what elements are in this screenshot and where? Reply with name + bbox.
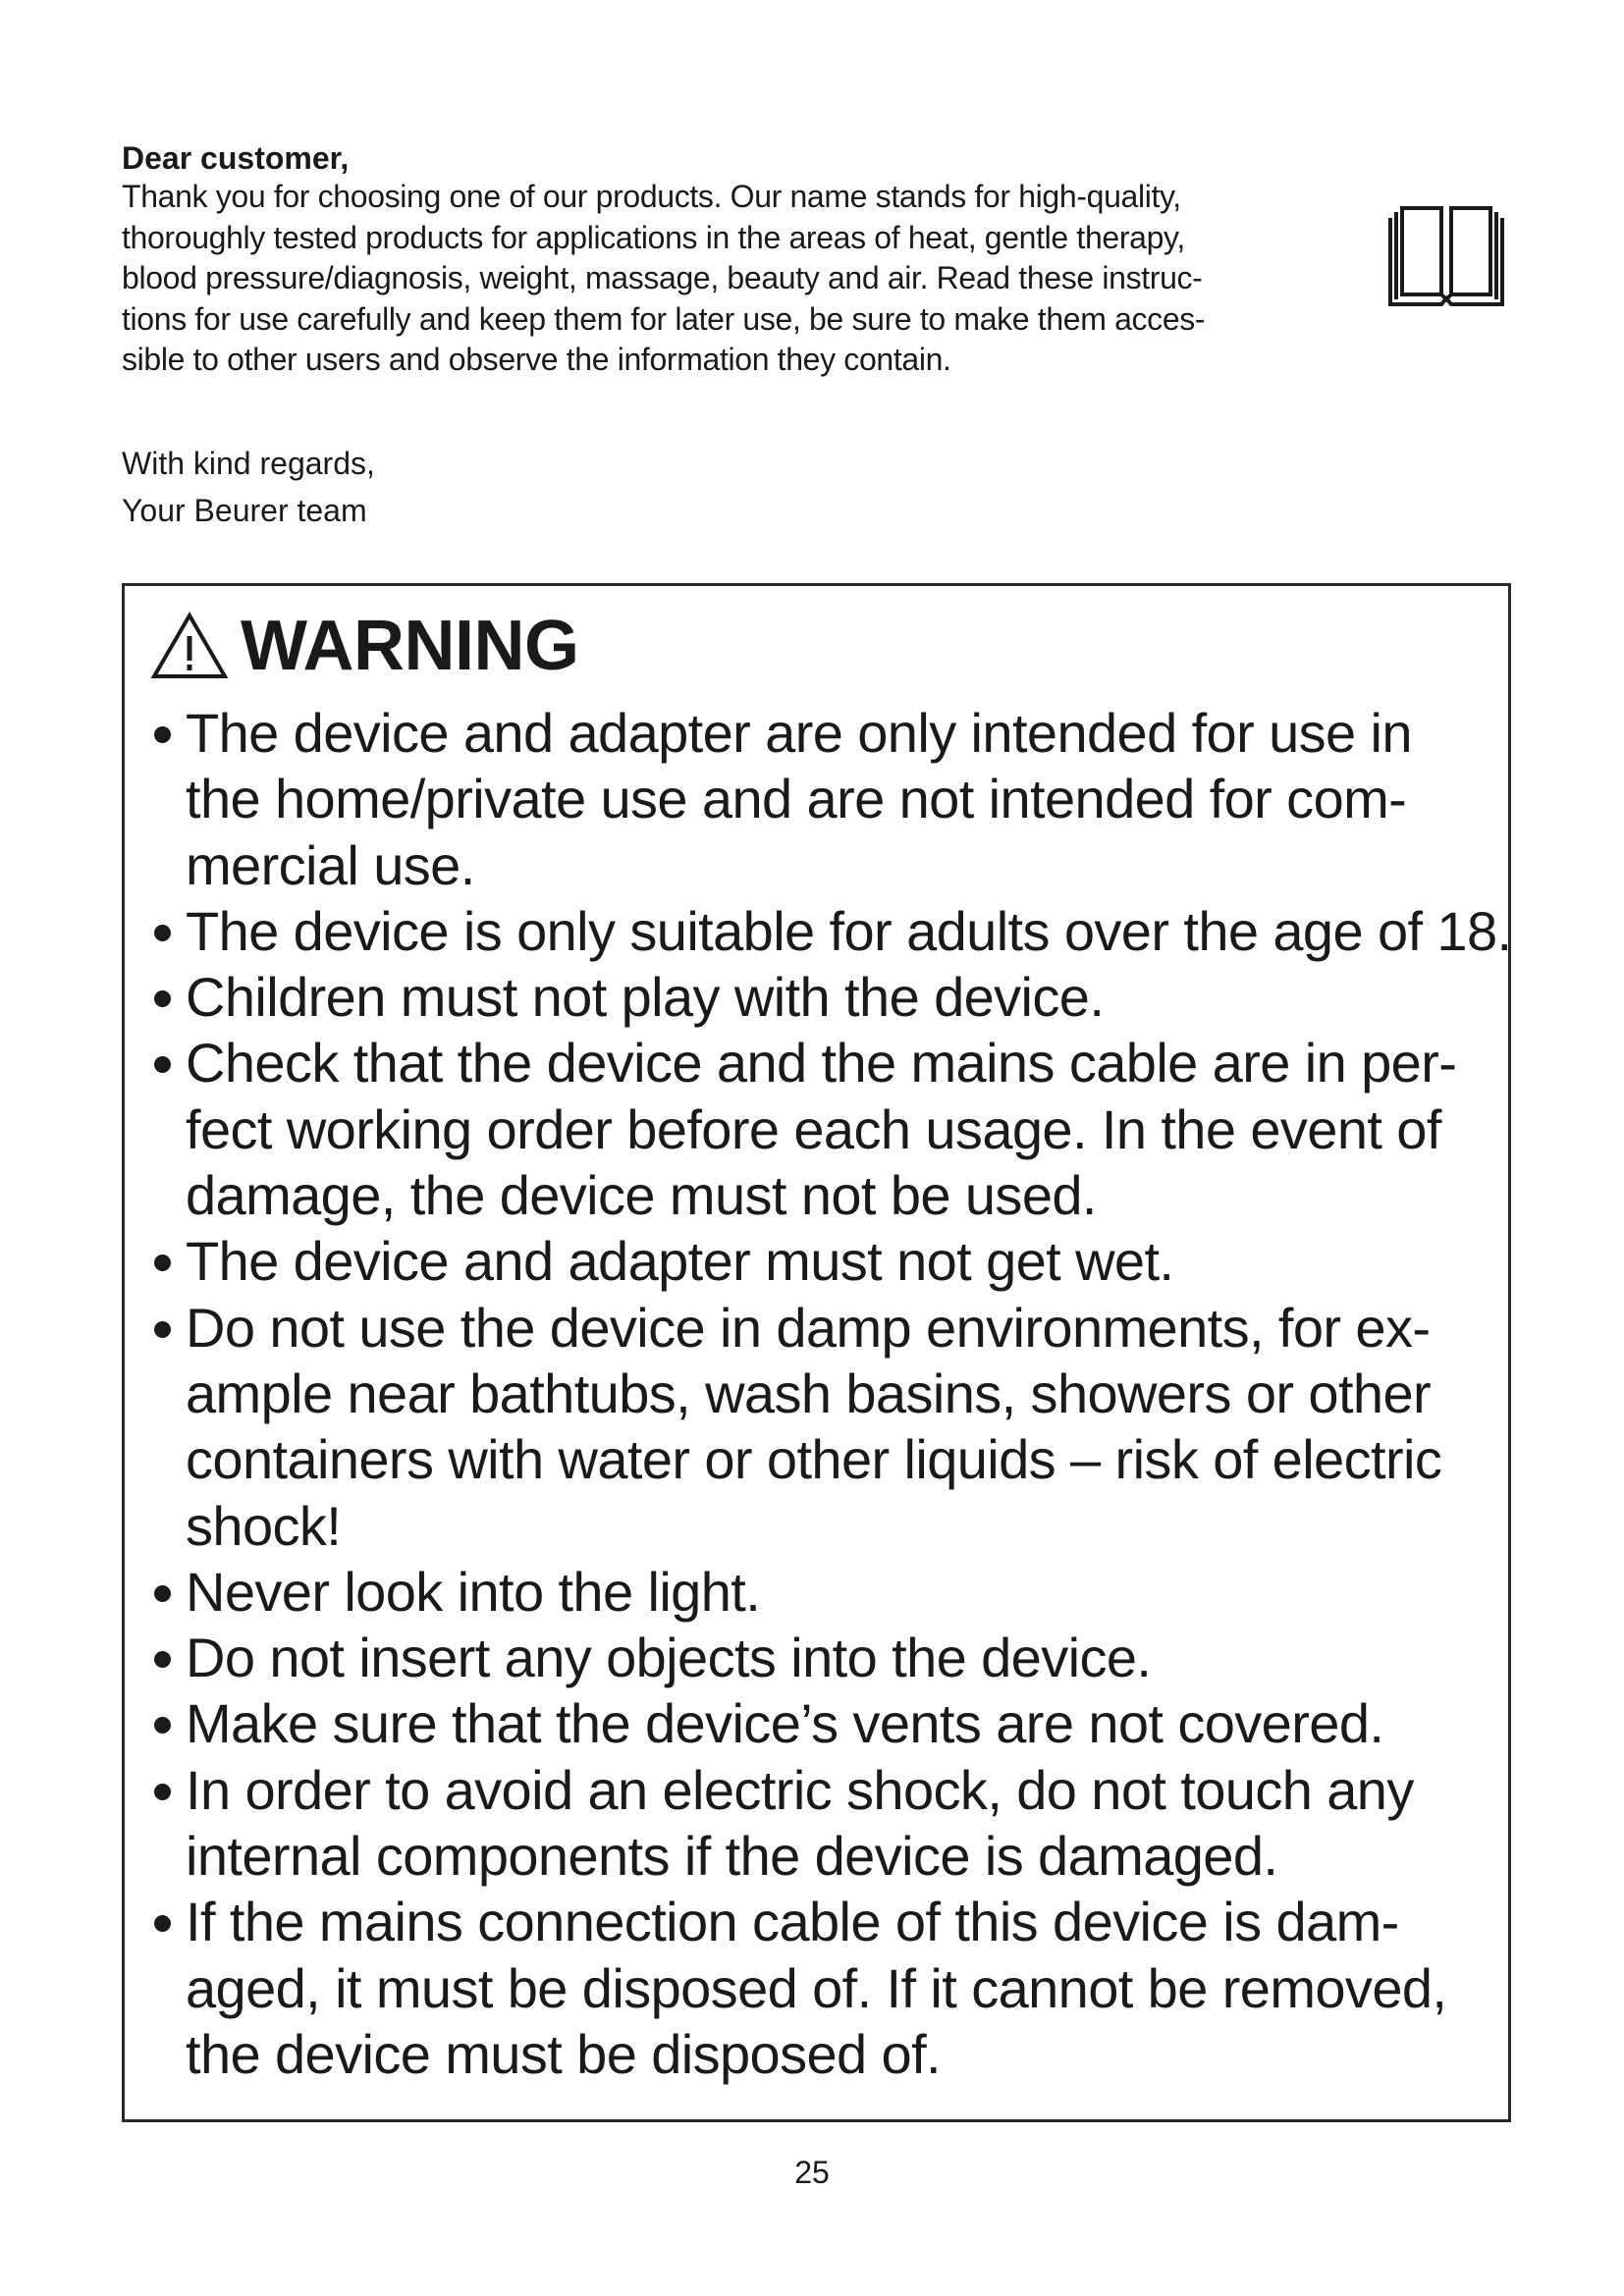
warning-item-line: Make sure that the device’s vents are not covered.: [186, 1692, 1384, 1755]
bullet-icon: [154, 1784, 171, 1800]
warning-item-line: If the mains connection cable of this device is dam-: [186, 1891, 1399, 1953]
warning-item-line: internal components if the device is damaged.: [186, 1825, 1278, 1888]
bullet-icon: [154, 925, 171, 941]
warning-item-line: damage, the device must not be used.: [186, 1164, 1097, 1227]
closing-section: [122, 440, 375, 534]
warning-item-line: The device and adapter are only intended for use in: [186, 702, 1412, 764]
warning-item-line: Do not insert any objects into the device.: [186, 1627, 1152, 1689]
bullet-icon: [154, 1585, 171, 1602]
bullet-icon: [154, 1321, 171, 1338]
warning-item-line: ample near bathtubs, wash basins, showers or other: [186, 1362, 1432, 1424]
warning-item: [150, 700, 1495, 898]
warning-list: [150, 700, 1512, 2087]
open-book-icon: [1377, 194, 1516, 312]
warning-item-line: containers with water or other liquids – risk of electric: [186, 1428, 1442, 1491]
bullet-icon: [154, 1651, 171, 1668]
warning-item-line: shock!: [186, 1494, 342, 1557]
bullet-icon: [154, 990, 171, 1007]
warning-title: WARNING: [241, 607, 579, 685]
warning-item: [150, 1228, 1495, 1294]
intro-line: blood pressure/diagnosis, weight, massage, beauty and air. Read these instruc-: [122, 260, 1203, 295]
warning-box: [122, 583, 1511, 2122]
intro-section: [122, 139, 1349, 381]
warning-item: [150, 1030, 1495, 1228]
warning-item: [150, 1295, 1495, 1559]
bullet-icon: [154, 1915, 171, 1932]
warning-item: [150, 898, 1512, 964]
warning-item: [150, 964, 1495, 1030]
warning-item-line: fect working order before each usage. In the event of: [186, 1097, 1441, 1160]
bullet-icon: [154, 1056, 171, 1073]
warning-item-line: In order to avoid an electric shock, do not touch any: [186, 1758, 1414, 1821]
warning-item-line: mercial use.: [186, 833, 475, 896]
signature-text: Your Beurer team: [122, 493, 367, 528]
warning-item-line: The device is only suitable for adults over the age of 18.: [186, 899, 1512, 962]
intro-line: sible to other users and observe the information they contain.: [122, 342, 951, 377]
intro-line: thoroughly tested products for applications in the areas of heat, gentle therapy,: [122, 219, 1185, 255]
warning-item-line: Children must not play with the device.: [186, 966, 1105, 1029]
warning-triangle-icon: [150, 611, 229, 681]
intro-line: Thank you for choosing one of our products. Our name stands for high-quality,: [122, 179, 1181, 214]
warning-item: [150, 1559, 1495, 1625]
warning-item-line: Do not use the device in damp environments, for ex-: [186, 1296, 1431, 1359]
warning-item-line: aged, it must be disposed of. If it cannot be removed,: [186, 1956, 1447, 2019]
warning-item-line: the device must be disposed of.: [186, 2022, 941, 2085]
bullet-icon: [154, 1255, 171, 1271]
page-number: 25: [794, 2155, 830, 2190]
warning-item: [150, 1690, 1495, 1756]
bullet-icon: [154, 726, 171, 743]
warning-item: [150, 1757, 1495, 1890]
warning-item-line: the home/private use and are not intended for com-: [186, 768, 1407, 830]
warning-item: [150, 1625, 1495, 1690]
bullet-icon: [154, 1717, 171, 1734]
warning-header: [150, 604, 578, 688]
intro-line: tions for use carefully and keep them for later use, be sure to make them acces-: [122, 300, 1206, 337]
warning-item-line: The device and adapter must not get wet.: [186, 1230, 1174, 1293]
warning-item: [150, 1889, 1495, 2087]
warning-item-line: Never look into the light.: [186, 1560, 761, 1623]
regards-text: With kind regards,: [122, 446, 375, 481]
greeting: Dear customer,: [122, 140, 350, 176]
warning-item-line: Check that the device and the mains cable are in per-: [186, 1032, 1457, 1095]
